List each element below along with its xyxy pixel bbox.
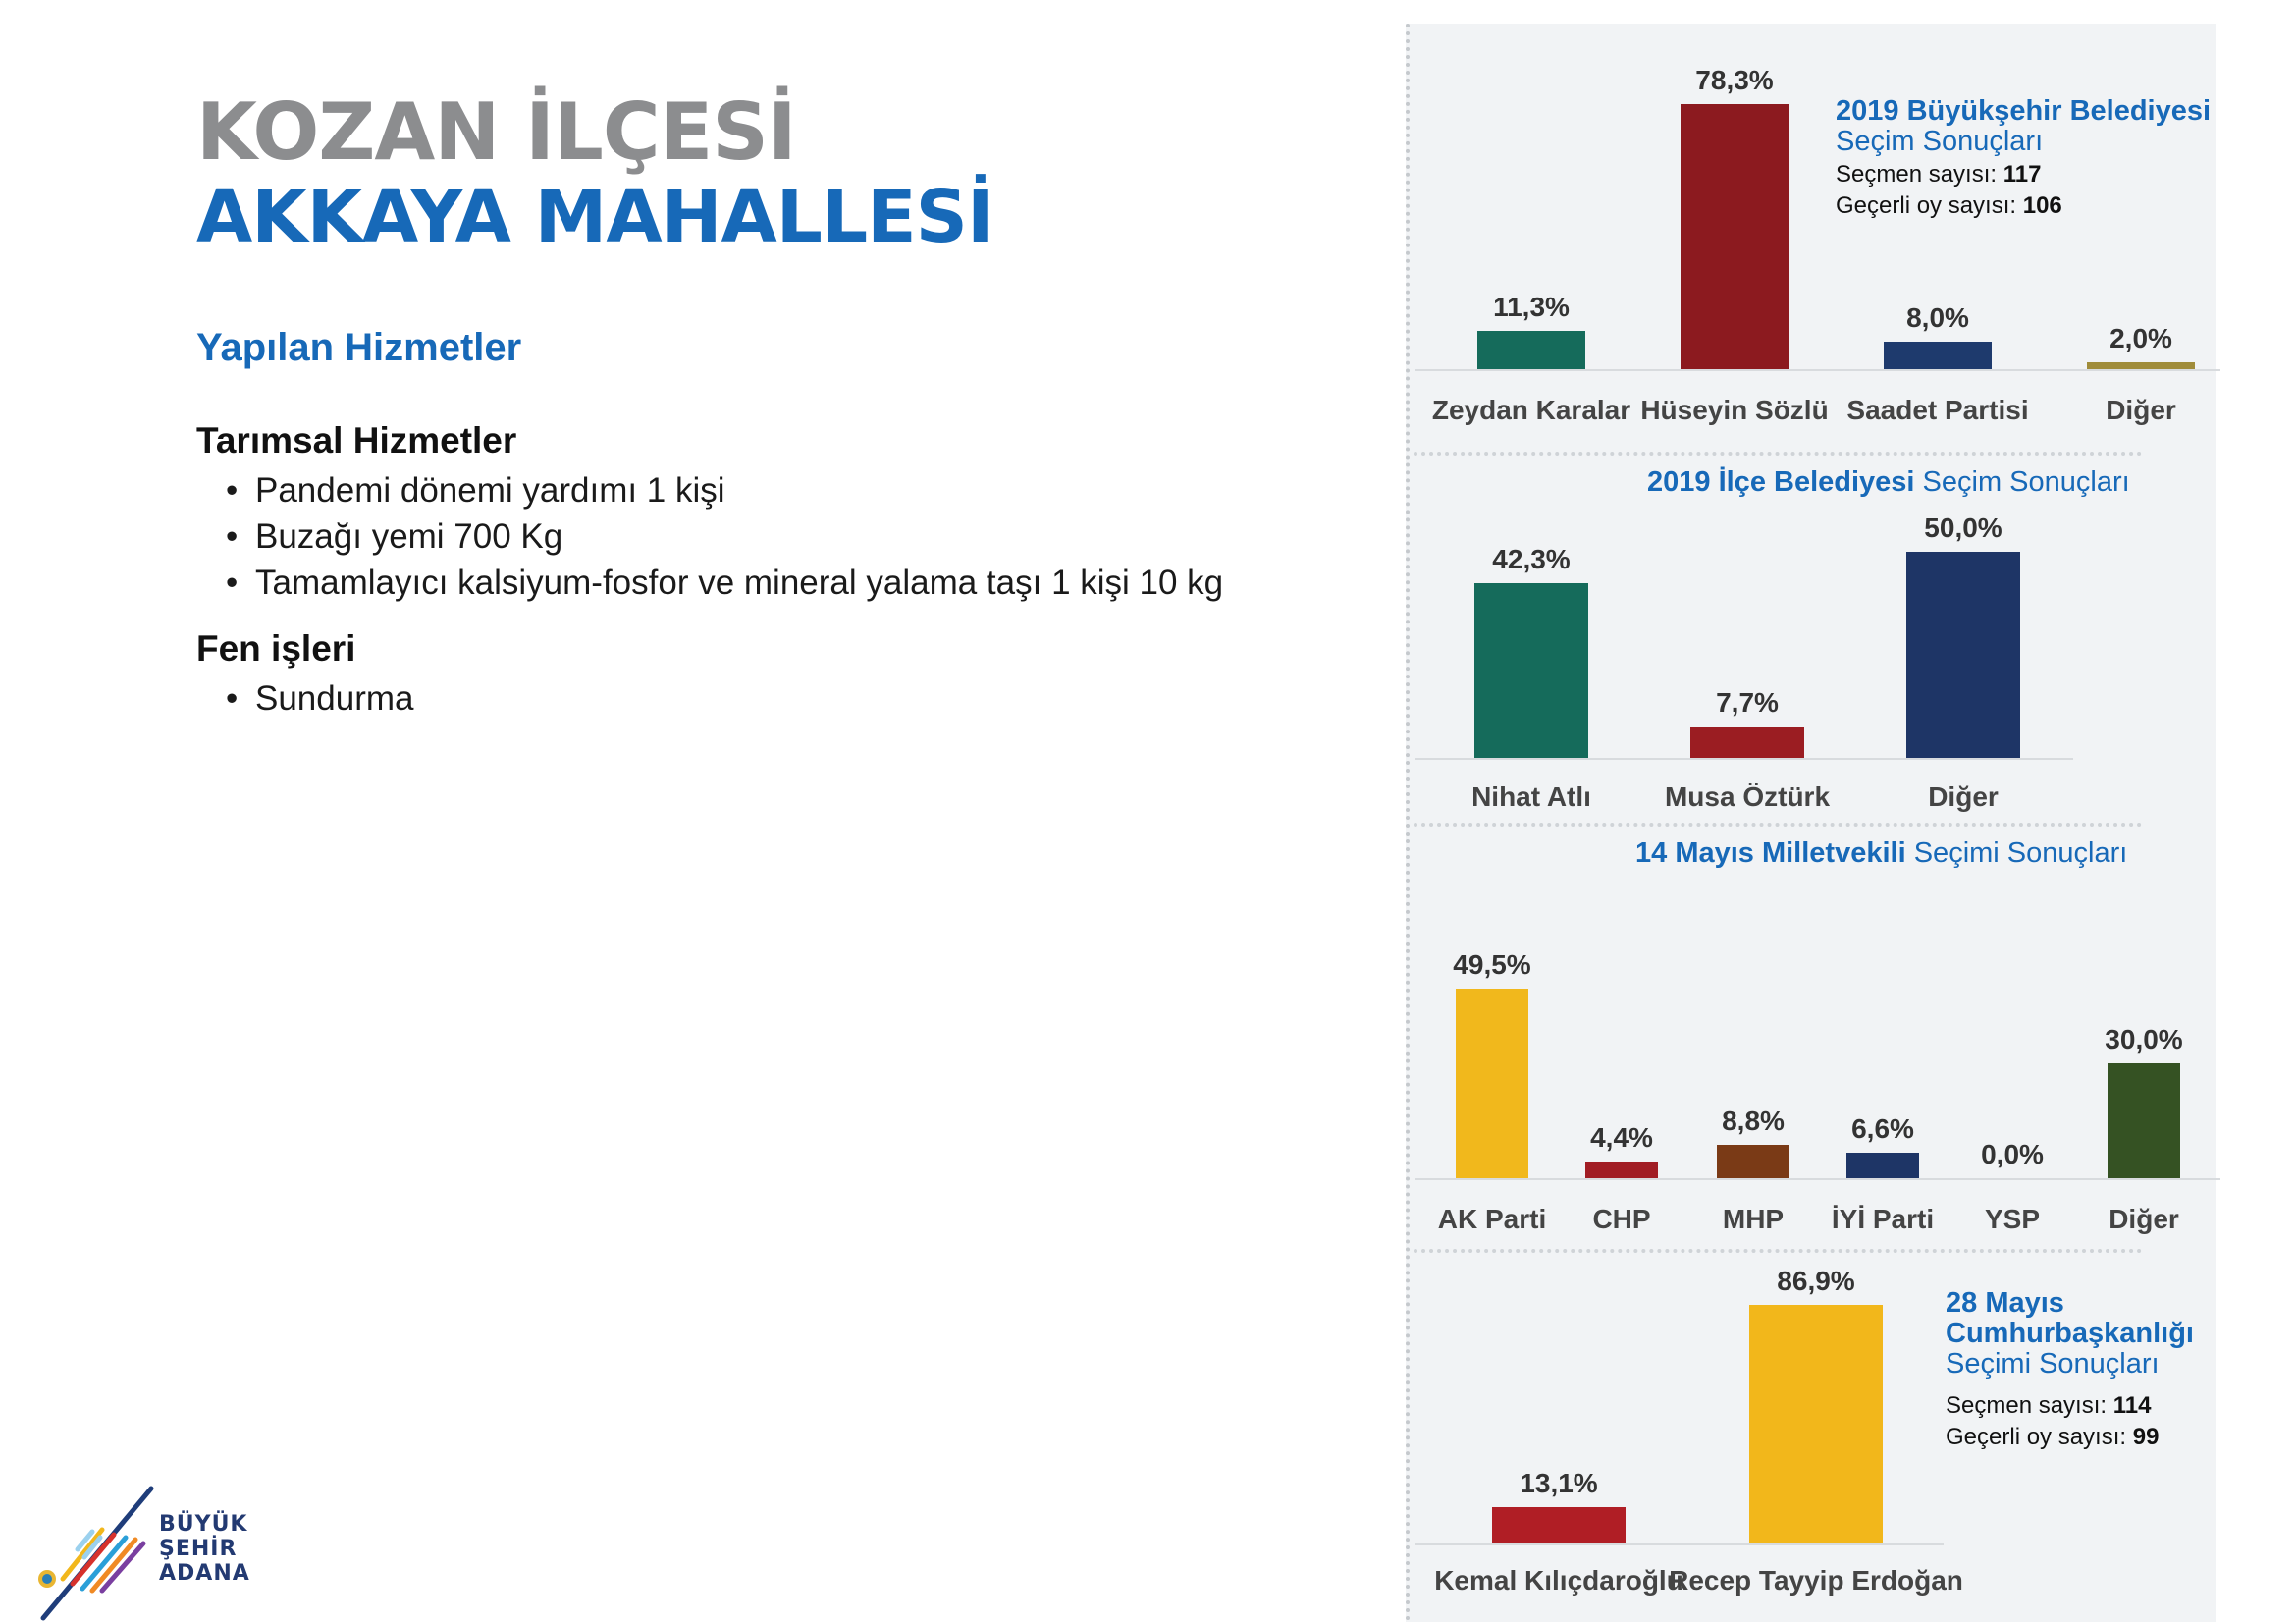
chart3-value-label: 49,5% bbox=[1453, 948, 1531, 980]
chart1-category-label: Diğer bbox=[2106, 395, 2176, 425]
chart2-value-label: 7,7% bbox=[1716, 686, 1779, 718]
chart2-category-label: Diğer bbox=[1928, 782, 1999, 812]
chart3-bar bbox=[1846, 1153, 1919, 1178]
chart1-value-label: 78,3% bbox=[1695, 64, 1774, 95]
chart3-bar bbox=[2108, 1063, 2180, 1178]
chart3-category-label: CHP bbox=[1592, 1204, 1651, 1234]
district-title: KOZAN İLÇESİ bbox=[196, 86, 796, 178]
chart1-valid-vote-count: Geçerli oy sayısı: 106 bbox=[1836, 192, 2062, 219]
chart1-title: 2019 Büyükşehir Belediyesi Seçim Sonuçları bbox=[1836, 95, 2212, 157]
chart3-title: 14 Mayıs Milletvekili Seçimi Sonuçları bbox=[1635, 838, 2128, 869]
service-item: • Tamamlayıcı kalsiyum-fosfor ve mineral yalama taşı 1 kişi 10 kg bbox=[196, 560, 1223, 606]
logo-line: ADANA bbox=[159, 1561, 250, 1586]
chart1-voter-count: Seçmen sayısı: 117 bbox=[1836, 161, 2042, 188]
service-group-title: Fen işleri bbox=[196, 628, 356, 669]
service-group-title: Tarımsal Hizmetler bbox=[196, 420, 517, 460]
chart1-category-label: Zeydan Karalar bbox=[1431, 395, 1631, 425]
chart4-voter-count: Seçmen sayısı: 114 bbox=[1946, 1392, 2152, 1419]
chart2-title: 2019 İlçe Belediyesi Seçim Sonuçları bbox=[1647, 466, 2130, 498]
chart4-baseline bbox=[1415, 1543, 1944, 1545]
service-item: • Buzağı yemi 700 Kg bbox=[196, 514, 1223, 560]
chart2-value-label: 42,3% bbox=[1492, 544, 1571, 575]
logo-line: BÜYÜK bbox=[159, 1512, 248, 1537]
chart2-bar bbox=[1906, 552, 2020, 758]
service-item: • Sundurma bbox=[196, 676, 413, 722]
chart2-baseline bbox=[1415, 758, 2073, 760]
chart3-baseline bbox=[1415, 1178, 2220, 1180]
service-group-agriculture bbox=[196, 420, 1223, 606]
chart1-value-label: 11,3% bbox=[1493, 292, 1570, 322]
chart4-value-label: 86,9% bbox=[1777, 1265, 1855, 1296]
chart1-bar bbox=[2087, 362, 2195, 369]
chart1-category-label: Hüseyin Sözlü bbox=[1640, 395, 1829, 425]
chart3-category-label: İYİ Parti bbox=[1831, 1204, 1935, 1234]
chart3-value-label: 4,4% bbox=[1590, 1121, 1653, 1153]
chart2-bar bbox=[1690, 727, 1804, 758]
chart-divider bbox=[1414, 823, 2142, 827]
chart-divider bbox=[1414, 452, 2142, 456]
chart4-category-label: Kemal Kılıçdaroğlu bbox=[1434, 1565, 1683, 1596]
chart4-bar bbox=[1492, 1507, 1626, 1543]
chart3-value-label: 30,0% bbox=[2105, 1024, 2183, 1055]
chart2-category-label: Musa Öztürk bbox=[1664, 782, 1831, 812]
chart2-bar bbox=[1474, 583, 1588, 758]
chart1-bar bbox=[1477, 331, 1585, 369]
chart4-valid-vote-count: Geçerli oy sayısı: 99 bbox=[1946, 1424, 2160, 1450]
chart1-bar bbox=[1681, 104, 1789, 369]
neighborhood-title: AKKAYA MAHALLESİ bbox=[196, 175, 993, 259]
chart3-bar bbox=[1717, 1145, 1789, 1178]
chart3-category-label: YSP bbox=[1984, 1204, 2041, 1234]
chart4-category-label: Recep Tayyip Erdoğan bbox=[1669, 1565, 1963, 1596]
service-list bbox=[196, 676, 413, 722]
service-list bbox=[196, 467, 1223, 606]
chart3-bar bbox=[1456, 989, 1528, 1178]
logo-wordmark bbox=[159, 1512, 250, 1586]
chart4-value-label: 13,1% bbox=[1520, 1468, 1598, 1499]
logo-line: ŞEHİR bbox=[159, 1537, 238, 1561]
chart3-value-label: 8,8% bbox=[1722, 1105, 1785, 1136]
chart1-bar bbox=[1884, 342, 1992, 369]
chart3-category-label: MHP bbox=[1722, 1204, 1785, 1234]
chart3-value-label: 0,0% bbox=[1981, 1139, 2044, 1169]
chart3-category-label: Diğer bbox=[2109, 1204, 2179, 1234]
chart3-bar bbox=[1585, 1162, 1658, 1178]
chart3-category-label: AK Parti bbox=[1437, 1204, 1547, 1234]
chart1-baseline bbox=[1415, 369, 2220, 371]
chart1-category-label: Saadet Partisi bbox=[1846, 395, 2029, 425]
chart4-title: 28 Mayıs Cumhurbaşkanlığı Seçimi Sonuçları bbox=[1946, 1287, 2194, 1380]
service-group-public-works bbox=[196, 628, 413, 722]
chart2-value-label: 50,0% bbox=[1924, 513, 2002, 543]
chart2-category-label: Nihat Atlı bbox=[1471, 782, 1591, 812]
chart4-bar bbox=[1749, 1305, 1883, 1543]
chart-divider bbox=[1414, 1249, 2142, 1253]
chart1-value-label: 8,0% bbox=[1906, 302, 1969, 334]
services-heading: Yapılan Hizmetler bbox=[196, 326, 522, 369]
chart3-value-label: 6,6% bbox=[1851, 1113, 1914, 1145]
service-item: • Pandemi dönemi yardımı 1 kişi bbox=[196, 467, 1223, 514]
chart1-value-label: 2,0% bbox=[2109, 323, 2172, 354]
